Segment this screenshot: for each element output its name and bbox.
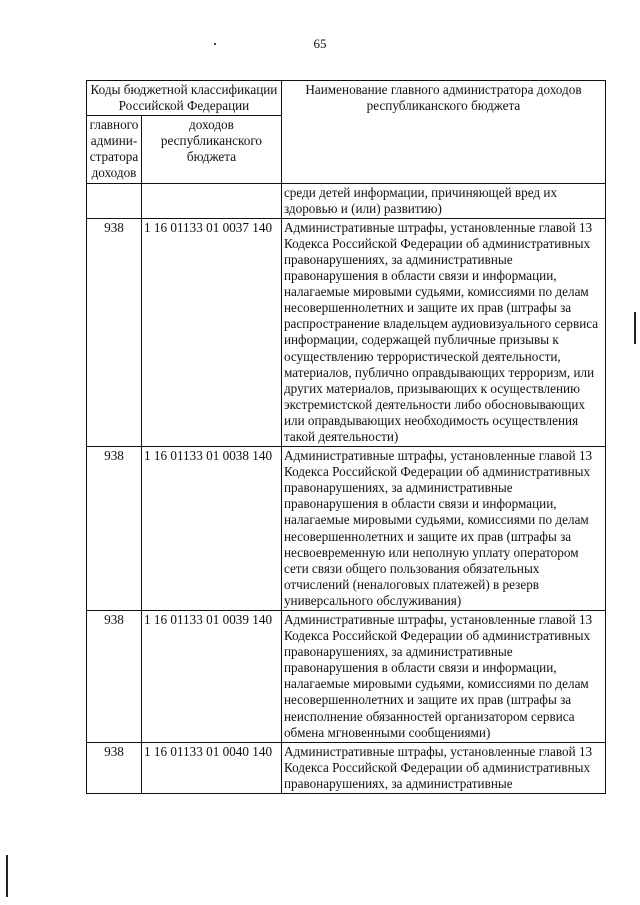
header-row (87, 81, 606, 116)
cell-budget-code: 1 16 01133 01 0039 140 (141, 611, 281, 743)
scan-edge-mark (6, 855, 8, 897)
cell-code-empty (141, 183, 281, 218)
cell-admin-code: 938 (87, 218, 142, 446)
page-number: 65 (313, 36, 327, 51)
table-row (87, 742, 606, 793)
cell-admin-code: 938 (87, 611, 142, 743)
cell-budget-code: 1 16 01133 01 0040 140 (141, 742, 281, 793)
table-row (87, 447, 606, 611)
cell-description: Административные штрафы, установленные главой 13 Кодекса Российской Федерации об административных правонарушениях, за административные (281, 742, 605, 793)
cell-description: Административные штрафы, установленные главой 13 Кодекса Российской Федерации об административных правонарушениях, за административные правонарушения в области связи и информации, налагаемые мировыми судьями, комиссиями по делам несовершеннолетних и защите их прав (штрафы за неисполнение обязанностей организатором сервиса обмена мгновенными сообщениями) (281, 611, 605, 743)
cell-admin-code: 938 (87, 447, 142, 611)
table-row (87, 218, 606, 446)
table-row-continuation (87, 183, 606, 218)
cell-admin-empty (87, 183, 142, 218)
header-main-admin: главного админи-стратора доходов (87, 116, 142, 183)
cell-description: Административные штрафы, установленные главой 13 Кодекса Российской Федерации об административных правонарушениях, за административные правонарушения в области связи и информации, налагаемые мировыми судьями, комиссиями по делам несовершеннолетних и защите их прав (штрафы за распространение владельцем аудиовизуального сервиса информации, содержащей публичные призывы к осуществлению террористической деятельности, материалов, публично оправдывающих терроризм, или других материалов, призывающих к осуществлению экстремистской деятельности либо обосновывающих или оправдывающих необходимость осуществления такой деятельности) (281, 218, 605, 446)
cell-description: Административные штрафы, установленные главой 13 Кодекса Российской Федерации об административных правонарушениях, за административные правонарушения в области связи и информации, налагаемые мировыми судьями, комиссиями по делам несовершеннолетних и защите их прав (штрафы за несвоевременную или неполную уплату оператором сети связи общего пользования обязательных отчислений (неналоговых платежей) в резерв универсального обслуживания) (281, 447, 605, 611)
cell-continuation-text: среди детей информации, причиняющей вред их здоровью и (или) развитию) (281, 183, 605, 218)
scan-speck (214, 43, 216, 45)
header-revenue: доходов республиканского бюджета (141, 116, 281, 183)
table-row (87, 611, 606, 743)
cell-budget-code: 1 16 01133 01 0037 140 (141, 218, 281, 446)
revenue-table (86, 80, 606, 794)
cell-admin-code: 938 (87, 742, 142, 793)
cell-budget-code: 1 16 01133 01 0038 140 (141, 447, 281, 611)
scan-edge-mark (634, 312, 636, 344)
header-name-column: Наименование главного администратора доходов республиканского бюджета (281, 81, 605, 184)
header-codes-group: Коды бюджетной классификации Российской Федерации (87, 81, 282, 116)
